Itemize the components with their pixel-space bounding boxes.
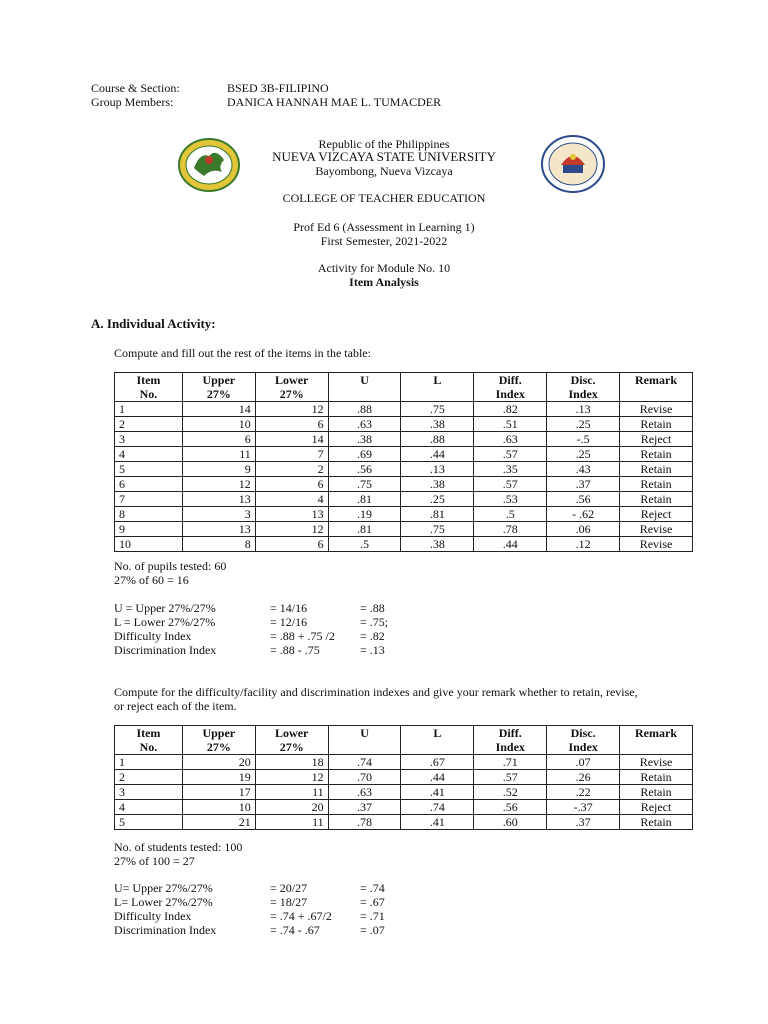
cell-disc-index: .56	[547, 492, 620, 507]
cell-diff-index: .56	[474, 800, 547, 815]
cell-diff-index: .44	[474, 537, 547, 552]
instruction-2-line-2: or reject each of the item.	[114, 699, 237, 713]
calc-expression: = .88 - .75	[270, 643, 320, 657]
cell-item-no: 1	[115, 755, 183, 770]
cell-disc-index: .22	[547, 785, 620, 800]
calc-result: = .75;	[360, 615, 389, 629]
cell-upper: 13	[182, 522, 255, 537]
cell-item-no: 10	[115, 537, 183, 552]
pupils-tested: No. of pupils tested: 60	[114, 559, 227, 573]
cell-u: .19	[328, 507, 401, 522]
calc-label: Difficulty Index	[114, 629, 192, 643]
cell-upper: 10	[182, 800, 255, 815]
cell-diff-index: .63	[474, 432, 547, 447]
col-disc: Disc. Index	[547, 726, 620, 755]
cell-disc-index: -.5	[547, 432, 620, 447]
cell-remark: Retain	[620, 477, 693, 492]
table-row	[115, 402, 693, 417]
col-upper: Upper 27%	[182, 373, 255, 402]
calc-label: L= Lower 27%/27%	[114, 895, 213, 909]
table-row	[115, 477, 693, 492]
calc-label: Discrimination Index	[114, 923, 217, 937]
cell-item-no: 9	[115, 522, 183, 537]
cell-l: .25	[401, 492, 474, 507]
table-row	[115, 815, 693, 830]
cell-item-no: 7	[115, 492, 183, 507]
cell-u: .37	[328, 800, 401, 815]
col-diff: Diff. Index	[474, 726, 547, 755]
pct-line: 27% of 60 = 16	[114, 573, 189, 587]
cell-u: .74	[328, 755, 401, 770]
cell-disc-index: .37	[547, 477, 620, 492]
cell-l: .38	[401, 417, 474, 432]
table-row	[115, 492, 693, 507]
calc-block-2	[114, 840, 242, 868]
cell-upper: 3	[182, 507, 255, 522]
cell-disc-index: .26	[547, 770, 620, 785]
cell-remark: Retain	[620, 462, 693, 477]
table-row	[115, 755, 693, 770]
calc-expression: = .74 - .67	[270, 923, 320, 937]
col-remark: Remark	[620, 373, 693, 402]
cell-disc-index: .25	[547, 417, 620, 432]
cell-lower: 13	[255, 507, 328, 522]
cell-upper: 21	[182, 815, 255, 830]
cell-diff-index: .52	[474, 785, 547, 800]
calc-block-1	[114, 559, 226, 587]
semester: First Semester, 2021-2022	[320, 234, 448, 248]
table-row	[115, 507, 693, 522]
cell-upper: 11	[182, 447, 255, 462]
cell-disc-index: .06	[547, 522, 620, 537]
col-item: Item No.	[115, 373, 183, 402]
cell-item-no: 3	[115, 785, 183, 800]
calc-label: Discrimination Index	[114, 643, 217, 657]
cell-upper: 12	[182, 477, 255, 492]
cell-remark: Retain	[620, 447, 693, 462]
cell-item-no: 5	[115, 462, 183, 477]
university-location: Bayombong, Nueva Vizcaya	[315, 164, 453, 178]
table-row	[115, 447, 693, 462]
cell-u: .56	[328, 462, 401, 477]
item-analysis-table-2	[114, 725, 693, 830]
cell-lower: 2	[255, 462, 328, 477]
calc-expression: = 20/27	[270, 881, 308, 895]
cell-diff-index: .57	[474, 447, 547, 462]
cell-diff-index: .57	[474, 477, 547, 492]
calc-label: Difficulty Index	[114, 909, 192, 923]
cell-l: .75	[401, 522, 474, 537]
cell-upper: 8	[182, 537, 255, 552]
cell-l: .74	[401, 800, 474, 815]
cell-item-no: 2	[115, 770, 183, 785]
cell-lower: 6	[255, 417, 328, 432]
cell-lower: 20	[255, 800, 328, 815]
cell-disc-index: -.37	[547, 800, 620, 815]
cell-lower: 14	[255, 432, 328, 447]
cell-l: .13	[401, 462, 474, 477]
col-u: U	[328, 726, 401, 755]
calc-expression: = 18/27	[270, 895, 308, 909]
pct-line: 27% of 100 = 27	[114, 854, 195, 868]
calc-expression: = .88 + .75 /2	[270, 629, 335, 643]
cell-remark: Reject	[620, 800, 693, 815]
cell-item-no: 2	[115, 417, 183, 432]
topic-title: Item Analysis	[349, 275, 419, 289]
col-l: L	[401, 726, 474, 755]
cell-item-no: 4	[115, 800, 183, 815]
calc-label: U = Upper 27%/27%	[114, 601, 216, 615]
section-heading: A. Individual Activity:	[91, 316, 216, 331]
cell-lower: 4	[255, 492, 328, 507]
cell-disc-index: .43	[547, 462, 620, 477]
cell-remark: Reject	[620, 432, 693, 447]
col-diff: Diff. Index	[474, 373, 547, 402]
cell-l: .44	[401, 447, 474, 462]
cell-remark: Revise	[620, 522, 693, 537]
col-upper: Upper 27%	[182, 726, 255, 755]
cell-item-no: 3	[115, 432, 183, 447]
cell-upper: 17	[182, 785, 255, 800]
cell-diff-index: .71	[474, 755, 547, 770]
course-value: BSED 3B-FILIPINO	[227, 81, 329, 95]
cell-u: .63	[328, 785, 401, 800]
table-header-row	[115, 373, 693, 402]
cell-l: .44	[401, 770, 474, 785]
cell-upper: 20	[182, 755, 255, 770]
cell-diff-index: .57	[474, 770, 547, 785]
cell-l: .38	[401, 477, 474, 492]
calc-result: = .13	[360, 643, 385, 657]
cell-remark: Retain	[620, 785, 693, 800]
cell-u: .63	[328, 417, 401, 432]
calc-result: = .71	[360, 909, 385, 923]
cell-diff-index: .35	[474, 462, 547, 477]
calc-result: = .07	[360, 923, 385, 937]
cell-disc-index: - .62	[547, 507, 620, 522]
cell-remark: Revise	[620, 537, 693, 552]
calc-result: = .88	[360, 601, 385, 615]
course-label: Course & Section:	[91, 81, 180, 95]
cell-remark: Revise	[620, 755, 693, 770]
item-analysis-table-1	[114, 372, 693, 552]
cell-item-no: 5	[115, 815, 183, 830]
cell-u: .38	[328, 432, 401, 447]
cell-l: .41	[401, 815, 474, 830]
cell-diff-index: .82	[474, 402, 547, 417]
cell-lower: 11	[255, 815, 328, 830]
calc-expression: = 14/16	[270, 601, 308, 615]
table-row	[115, 522, 693, 537]
cell-diff-index: .51	[474, 417, 547, 432]
cell-remark: Reject	[620, 507, 693, 522]
calc-expression: = 12/16	[270, 615, 308, 629]
cell-lower: 7	[255, 447, 328, 462]
col-u: U	[328, 373, 401, 402]
cell-u: .88	[328, 402, 401, 417]
cell-remark: Retain	[620, 417, 693, 432]
cell-disc-index: .07	[547, 755, 620, 770]
cell-item-no: 6	[115, 477, 183, 492]
cell-diff-index: .78	[474, 522, 547, 537]
cell-item-no: 1	[115, 402, 183, 417]
republic-line: Republic of the Philippines	[318, 137, 450, 151]
cell-lower: 6	[255, 477, 328, 492]
calc-result: = .67	[360, 895, 385, 909]
cell-lower: 18	[255, 755, 328, 770]
calc-label: L = Lower 27%/27%	[114, 615, 216, 629]
college-name: COLLEGE OF TEACHER EDUCATION	[282, 191, 486, 205]
col-lower: Lower 27%	[255, 373, 328, 402]
col-item: Item No.	[115, 726, 183, 755]
cell-lower: 12	[255, 522, 328, 537]
col-disc: Disc. Index	[547, 373, 620, 402]
cell-l: .88	[401, 432, 474, 447]
table-header-row	[115, 726, 693, 755]
cell-remark: Retain	[620, 492, 693, 507]
cell-lower: 6	[255, 537, 328, 552]
table-row	[115, 432, 693, 447]
cell-disc-index: .25	[547, 447, 620, 462]
calc-expression: = .74 + .67/2	[270, 909, 332, 923]
cell-upper: 14	[182, 402, 255, 417]
instruction-1: Compute and fill out the rest of the items in the table:	[114, 346, 371, 360]
cell-u: .5	[328, 537, 401, 552]
cell-item-no: 8	[115, 507, 183, 522]
table-row	[115, 537, 693, 552]
cell-remark: Retain	[620, 815, 693, 830]
members-label: Group Members:	[91, 95, 174, 109]
col-l: L	[401, 373, 474, 402]
cell-upper: 13	[182, 492, 255, 507]
cell-lower: 12	[255, 770, 328, 785]
calc-result: = .82	[360, 629, 385, 643]
cell-u: .70	[328, 770, 401, 785]
students-tested: No. of students tested: 100	[114, 840, 243, 854]
cell-upper: 19	[182, 770, 255, 785]
cell-l: .81	[401, 507, 474, 522]
cell-u: .75	[328, 477, 401, 492]
table-row	[115, 417, 693, 432]
cell-remark: Retain	[620, 770, 693, 785]
table-row	[115, 785, 693, 800]
course-title: Prof Ed 6 (Assessment in Learning 1)	[293, 220, 475, 234]
cell-upper: 6	[182, 432, 255, 447]
cell-disc-index: .13	[547, 402, 620, 417]
cell-item-no: 4	[115, 447, 183, 462]
university-name: NUEVA VIZCAYA STATE UNIVERSITY	[272, 149, 496, 164]
cell-diff-index: .60	[474, 815, 547, 830]
cell-l: .38	[401, 537, 474, 552]
cell-l: .41	[401, 785, 474, 800]
members-value: DANICA HANNAH MAE L. TUMACDER	[227, 95, 442, 109]
cell-u: .81	[328, 522, 401, 537]
cell-upper: 10	[182, 417, 255, 432]
cell-disc-index: .37	[547, 815, 620, 830]
cell-diff-index: .5	[474, 507, 547, 522]
cell-l: .67	[401, 755, 474, 770]
cell-lower: 12	[255, 402, 328, 417]
table-row	[115, 800, 693, 815]
cell-diff-index: .53	[474, 492, 547, 507]
col-lower: Lower 27%	[255, 726, 328, 755]
cell-lower: 11	[255, 785, 328, 800]
activity-title: Activity for Module No. 10	[317, 261, 451, 275]
cell-u: .81	[328, 492, 401, 507]
col-remark: Remark	[620, 726, 693, 755]
calc-result: = .74	[360, 881, 385, 895]
calc-label: U= Upper 27%/27%	[114, 881, 213, 895]
cell-u: .78	[328, 815, 401, 830]
table-row	[115, 462, 693, 477]
table-row	[115, 770, 693, 785]
cell-remark: Revise	[620, 402, 693, 417]
cell-disc-index: .12	[547, 537, 620, 552]
cell-l: .75	[401, 402, 474, 417]
cell-u: .69	[328, 447, 401, 462]
cell-upper: 9	[182, 462, 255, 477]
instruction-2-line-1: Compute for the difficulty/facility and discrimination indexes and give your remark whether to retain, revise,	[114, 685, 638, 699]
